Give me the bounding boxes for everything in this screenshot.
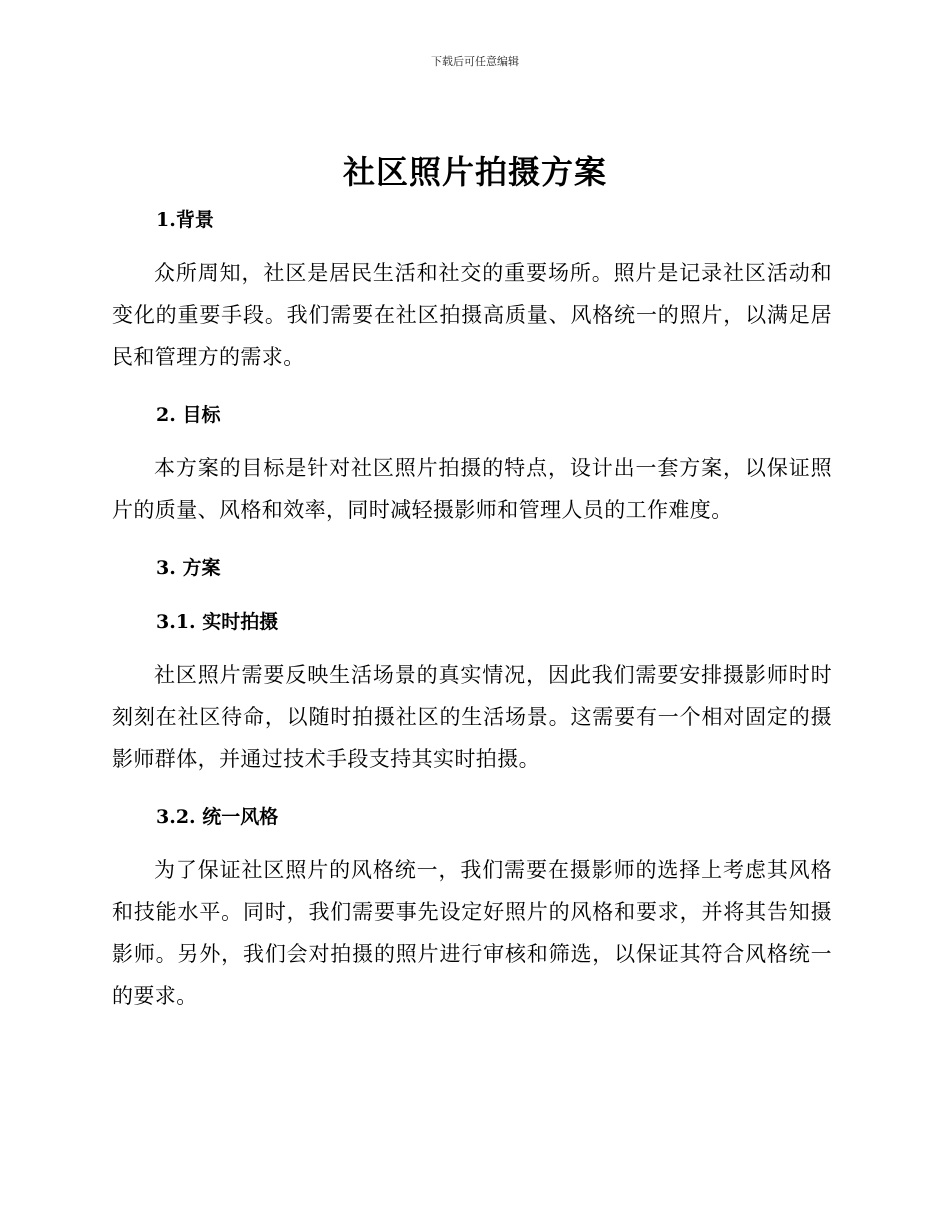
- section-text-unified-style: 为了保证社区照片的风格统一，我们需要在摄影师的选择上考虑其风格和技能水平。同时，我们需要事先设定好照片的风格和要求，并将其告知摄影师。另外，我们会对拍摄的照片进行审核和筛选，以保证其符合风格统一的要求。: [112, 858, 832, 1008]
- document-title: 社区照片拍摄方案: [342, 153, 607, 191]
- section-text-background: 众所周知，社区是居民生活和社交的重要场所。照片是记录社区活动和变化的重要手段。我们需要在社区拍摄高质量、风格统一的照片，以满足居民和管理方的需求。: [112, 261, 832, 369]
- header-note: 下载后可任意编辑: [431, 55, 519, 68]
- section-text-realtime: 社区照片需要反映生活场景的真实情况，因此我们需要安排摄影师时时刻刻在社区待命，以随时拍摄社区的生活场景。这需要有一个相对固定的摄影师群体，并通过技术手段支持其实时拍摄。: [112, 663, 832, 771]
- section-heading-plan: 3. 方案: [156, 557, 221, 579]
- section-heading-unified-style: 3.2. 统一风格: [156, 806, 279, 828]
- section-heading-background: 1.背景: [156, 209, 214, 231]
- section-heading-goal: 2. 目标: [156, 404, 221, 426]
- section-text-goal: 本方案的目标是针对社区照片拍摄的特点，设计出一套方案，以保证照片的质量、风格和效率，同时减轻摄影师和管理人员的工作难度。: [112, 456, 832, 522]
- section-heading-realtime: 3.1. 实时拍摄: [156, 611, 279, 633]
